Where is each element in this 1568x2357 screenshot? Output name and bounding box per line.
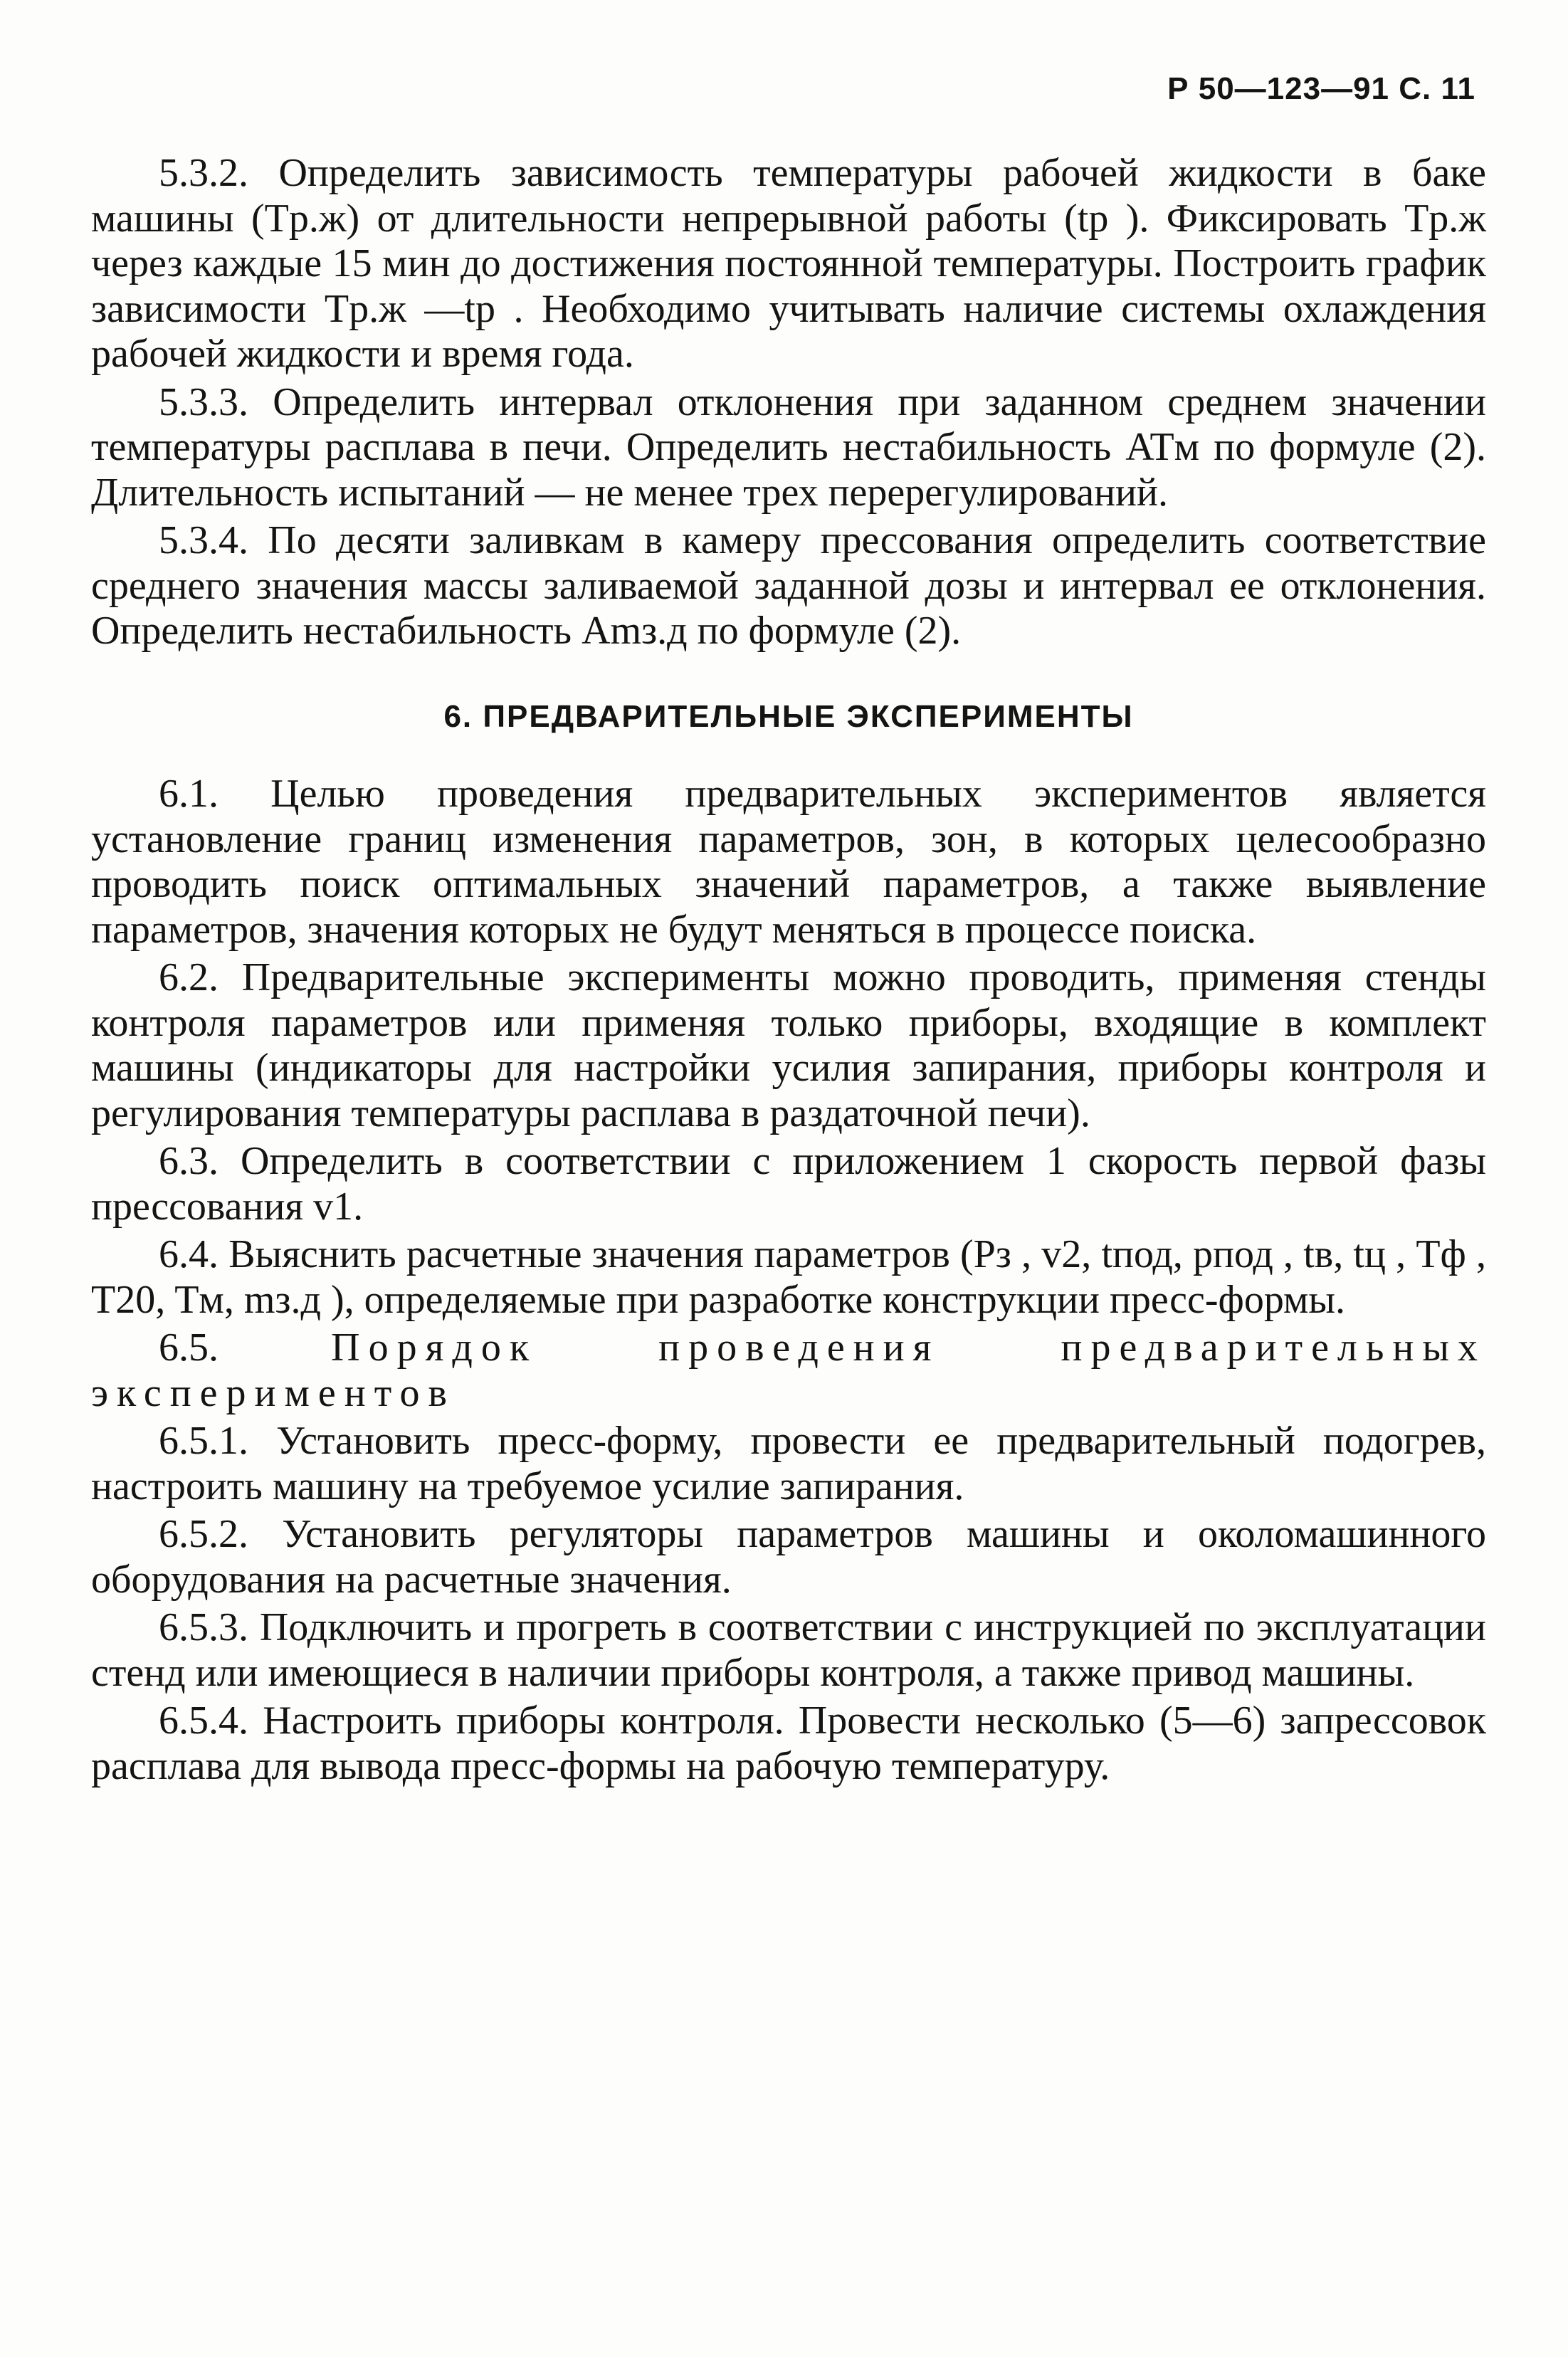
paragraph-5-3-2: 5.3.2. Определить зависимость температуры рабочей жидкости в баке машины (Tр.ж) от длительности непрерывной работы (tр ). Фиксировать Tр.ж через каждые 15 мин до достижения постоянной температуры. Построить график зависимости Tр.ж —tр . Необходимо учитывать наличие системы охлаждения рабочей жидкости и время года.: [91, 151, 1486, 376]
paragraph-6-1: 6.1. Целью проведения предварительных экспериментов является установление границ изменения параметров, зон, в которых целесообразно проводить поиск оптимальных значений параметров, а также выявление параметров, значения которых не будут меняться в процессе поиска.: [91, 772, 1486, 952]
paragraph-6-5-4: 6.5.4. Настроить приборы контроля. Провести несколько (5—6) запрессовок расплава для вывода пресс-формы на рабочую температуру.: [91, 1699, 1486, 1788]
paragraph-6-5-1: 6.5.1. Установить пресс-форму, провести ее предварительный подогрев, настроить машину на требуемое усилие запирания.: [91, 1419, 1486, 1508]
running-header: Р 50—123—91 С. 11: [1167, 71, 1475, 106]
paragraph-6-5: [91, 1326, 1486, 1416]
paragraph-6-3: 6.3. Определить в соответствии с приложением 1 скорость первой фазы прессования v1.: [91, 1139, 1486, 1229]
paragraph-6-5-3: 6.5.3. Подключить и прогреть в соответствии с инструкцией по эксплуатации стенд или имеющиеся в наличии приборы контроля, а также привод машины.: [91, 1605, 1486, 1695]
paragraph-6-4: 6.4. Выяснить расчетные значения параметров (Pз , v2, tпод, pпод , tв, tц , Tф , T20, Tм, mз.д ), определяемые при разработке конструкции пресс-формы.: [91, 1232, 1486, 1322]
paragraph-6-2: 6.2. Предварительные эксперименты можно проводить, применяя стенды контроля параметров или применяя только приборы, входящие в комплект машины (индикаторы для настройки усилия запирания, приборы контроля и регулирования температуры расплава в раздаточной печи).: [91, 955, 1486, 1135]
section-heading: 6. ПРЕДВАРИТЕЛЬНЫЕ ЭКСПЕРИМЕНТЫ: [443, 698, 1134, 734]
paragraph-6-5-number: 6.5.: [159, 1326, 219, 1370]
body-text: [91, 151, 1486, 1789]
paragraph-6-5-2: 6.5.2. Установить регуляторы параметров машины и околомашинного оборудования на расчетные значения.: [91, 1512, 1486, 1602]
subsection-title: Порядок проведения предварительных экспериментов: [91, 1326, 1487, 1415]
paragraph-5-3-3: 5.3.3. Определить интервал отклонения при заданном среднем значении температуры расплава в печи. Определить нестабильность ATм по формуле (2). Длительность испытаний — не менее трех перерегулирований.: [91, 379, 1486, 515]
paragraph-5-3-4: 5.3.4. По десяти заливкам в камеру прессования определить соответствие среднего значения массы заливаемой заданной дозы и интервал ее отклонения. Определить нестабильность Amз.д по формуле (2).: [91, 518, 1486, 653]
